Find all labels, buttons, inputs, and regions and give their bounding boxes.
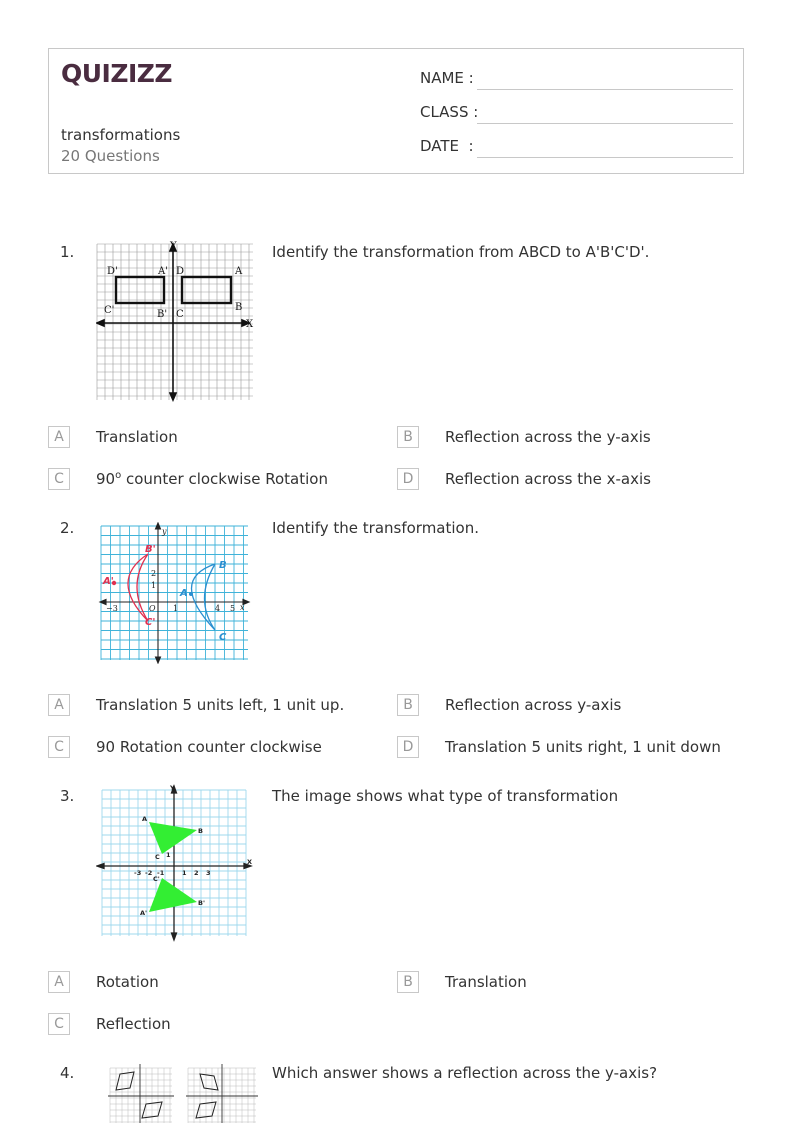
q3-tick-2: 2 (194, 869, 199, 877)
option-d-box[interactable]: D (397, 736, 419, 758)
q1-label-c-prime: C' (104, 305, 115, 316)
option-c-text[interactable]: Reflection (96, 1015, 171, 1033)
q2-label-x: x (240, 603, 245, 612)
q2-tick-5: 5 (230, 604, 236, 613)
q3-tick-3: 3 (206, 869, 211, 877)
q3-label-x: X (247, 858, 253, 866)
date-line[interactable] (477, 157, 733, 158)
option-a-box[interactable]: A (48, 971, 70, 993)
q2-tick-neg3: −3 (106, 604, 118, 613)
q2-tick-1y: 1 (151, 581, 157, 590)
question-number: 1. (60, 243, 75, 261)
q2-tick-1x: 1 (173, 604, 179, 613)
q3-coordinate-graph (96, 784, 256, 942)
option-b-text[interactable]: Reflection across y-axis (445, 696, 622, 714)
name-label: NAME : (420, 69, 474, 87)
q1-label-b-prime: B' (157, 309, 168, 320)
degree-superscript: o (115, 470, 122, 481)
option-b-box[interactable]: B (397, 426, 419, 448)
q1-label-a-prime: A' (158, 266, 168, 277)
question-text: Identify the transformation from ABCD to A'B'C'D'. (272, 243, 650, 261)
q3-label-y: Y (170, 784, 175, 792)
question-number: 3. (60, 787, 75, 805)
question-text: Which answer shows a reflection across the y-axis? (272, 1064, 658, 1082)
q2-coordinate-graph (96, 522, 252, 664)
option-d-text[interactable]: Reflection across the x-axis (445, 470, 651, 488)
q1-label-b: B (235, 302, 243, 313)
option-a-box[interactable]: A (48, 426, 70, 448)
name-line[interactable] (477, 89, 733, 90)
class-label: CLASS : (420, 103, 479, 121)
q3-tick-neg1: -1 (157, 869, 165, 877)
q3-tick-neg2: -2 (145, 869, 153, 877)
option-a-text[interactable]: Translation (96, 428, 178, 446)
q2-label-c-prime: C' (145, 617, 156, 628)
option-c-box[interactable]: C (48, 1013, 70, 1035)
q1-coordinate-graph (96, 240, 256, 402)
option-c-text[interactable]: 90 Rotation counter clockwise (96, 738, 322, 756)
q2-label-b-prime: B' (145, 544, 156, 555)
q3-tick-neg3: -3 (134, 869, 142, 877)
worksheet-title: transformations (61, 126, 181, 144)
option-c-text-rest: counter clockwise Rotation (121, 470, 328, 488)
worksheet-header (48, 48, 744, 174)
quizizz-logo: QUIZIZZ (61, 59, 173, 88)
option-b-box[interactable]: B (397, 694, 419, 716)
q2-label-b: B (219, 560, 227, 571)
q3-label-b-prime: B' (198, 899, 205, 907)
q1-label-d: D (176, 266, 185, 277)
question-text: Identify the transformation. (272, 519, 480, 537)
q2-tick-2: 2 (151, 569, 157, 578)
option-a-text[interactable]: Rotation (96, 973, 159, 991)
option-c-box[interactable]: C (48, 736, 70, 758)
q4-graph-pair (96, 1060, 258, 1123)
option-b-text[interactable]: Translation (445, 973, 527, 991)
option-c-box[interactable]: C (48, 468, 70, 490)
question-number: 2. (60, 519, 75, 537)
date-label: DATE : (420, 137, 474, 155)
q3-label-b: B (198, 827, 203, 835)
option-a-box[interactable]: A (48, 694, 70, 716)
option-c-text[interactable] (96, 470, 328, 488)
q2-label-a-prime: A' (103, 576, 114, 587)
q2-origin: O (149, 604, 156, 613)
q3-label-a-prime: A' (140, 909, 148, 917)
option-b-box[interactable]: B (397, 971, 419, 993)
q1-label-x: X (246, 319, 254, 330)
q2-label-c: C (219, 632, 227, 643)
question-text: The image shows what type of transformation (272, 787, 619, 805)
q3-tick-1y: 1 (166, 851, 171, 859)
option-d-box[interactable]: D (397, 468, 419, 490)
q1-label-c: C (176, 309, 184, 320)
question-count: 20 Questions (61, 147, 160, 165)
q2-label-a: A (180, 588, 188, 599)
q3-label-c-prime: C' (153, 875, 160, 883)
option-d-text[interactable]: Translation 5 units right, 1 unit down (445, 738, 721, 756)
q1-label-a: A (235, 266, 243, 277)
q3-label-c: C (155, 853, 160, 861)
q2-tick-4: 4 (215, 604, 221, 613)
option-c-text-number: 90 (96, 470, 116, 488)
option-b-text[interactable]: Reflection across the y-axis (445, 428, 651, 446)
q2-label-y: y (162, 527, 167, 536)
class-line[interactable] (477, 123, 733, 124)
q1-label-y: Y (170, 241, 177, 252)
question-number: 4. (60, 1064, 75, 1082)
q3-tick-1x: 1 (182, 869, 187, 877)
option-a-text[interactable]: Translation 5 units left, 1 unit up. (96, 696, 345, 714)
q1-label-d-prime: D' (107, 266, 118, 277)
q3-label-a: A (142, 815, 148, 823)
